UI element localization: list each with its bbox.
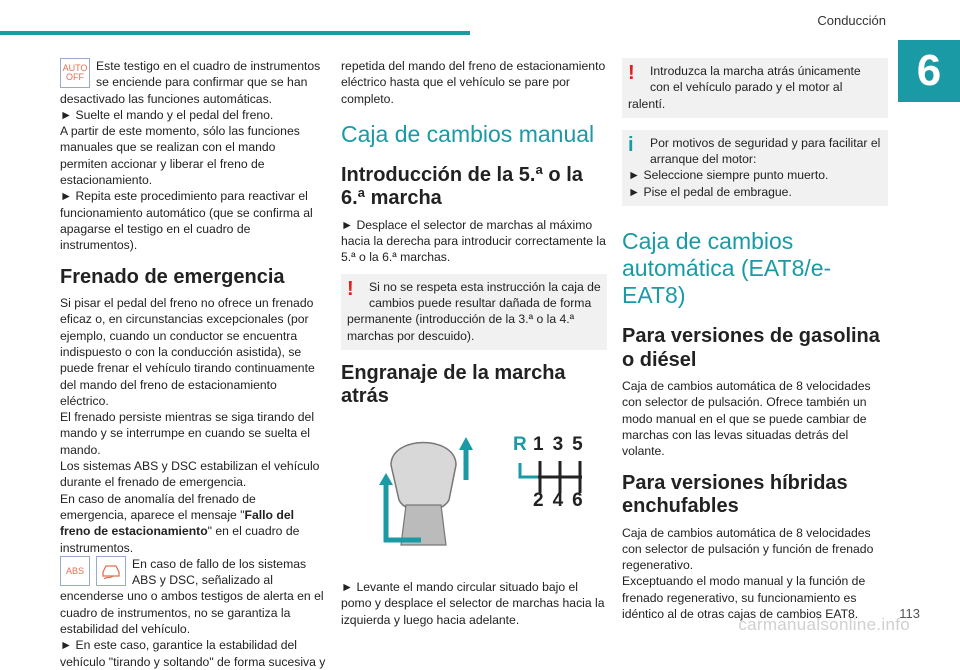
info-callout: i Por motivos de seguridad y para facilitar el arranque del motor: ► Seleccione siempre punto muerto. ► Pise el pedal de embrague.	[622, 130, 888, 206]
dsc-warning-icon	[96, 556, 126, 586]
instruction: ► Levante el mando circular situado bajo el pomo y desplace el selector de marchas hacia la izquierda y luego hacia adelante.	[341, 579, 605, 627]
gear-pattern-bottom: 246	[533, 489, 592, 511]
heading-5th-6th-gear: Introducción de la 5.ª o la 6.ª marcha	[341, 163, 583, 210]
paragraph: En caso de fallo de los sistemas ABS y DSC, señalizado al encenderse uno o ambos testigos de alerta en el cuadro de instrumentos, no se garantiza la estabilidad del vehículo.	[60, 556, 324, 636]
paragraph: Exceptuando el modo manual y la función de frenado regenerativo, su funcionamiento es idéntico al de otras cajas de cambios EAT8.	[622, 574, 866, 622]
warning-callout: ! Si no se respeta esta instrucción la caja de cambios puede resultar dañada de forma permanente (introducción de la 3.ª o la 4.ª marchas por descuido).	[341, 274, 607, 350]
heading-reverse-gear: Engranaje de la marcha atrás	[341, 361, 566, 408]
info-icon: i	[628, 133, 634, 156]
header-bar	[0, 31, 470, 35]
heading-automatic-gearbox: Caja de cambios automática (EAT8/e-EAT8)	[622, 228, 832, 309]
instruction: ► Desplace el selector de marchas al máximo hacia la derecha para introducir correctamente la 5.ª o la 6.ª marchas.	[341, 217, 606, 265]
gear-knob-icon	[361, 425, 491, 565]
paragraph: Los sistemas ABS y DSC estabilizan el vehículo durante el frenado de emergencia.	[60, 459, 320, 490]
paragraph: A partir de este momento, sólo las funciones manuales que se realizan con el mando permiten accionar y liberar el freno de estacionamiento.	[60, 124, 300, 188]
watermark: carmanualsonline.info	[738, 615, 910, 634]
paragraph: El frenado persiste mientras se siga tirando del mando y se interrumpe en cuando se suelta el mando.	[60, 410, 315, 457]
paragraph: Caja de cambios automática de 8 velocidades con selector de pulsación. Ofrece también un modo manual en el que se puede cambiar de marchas con las levas situadas detrás del volante.	[622, 379, 871, 459]
paragraph: repetida del mando del freno de estacionamiento eléctrico hasta que el vehículo se pare por completo.	[341, 59, 606, 106]
column-2	[341, 58, 607, 628]
heading-plug-in-hybrid: Para versiones híbridas enchufables	[622, 471, 848, 518]
instruction: ► Repita este procedimiento para reactivar el funcionamiento automático (que se confirma al apagarse el testigo en el cuadro de instrumentos).	[60, 189, 313, 253]
exclamation-icon: !	[628, 62, 635, 84]
auto-off-warning-icon: AUTO OFF	[60, 58, 90, 88]
heading-emergency-braking: Frenado de emergencia	[60, 265, 285, 288]
heading-manual-gearbox: Caja de cambios manual	[341, 120, 595, 147]
paragraph: Si pisar el pedal del freno no ofrece un frenado eficaz o, en circunstancias excepcionales (por ejemplo, cuando un conductor se encuentra indispuesto o con la conducción asistida), se puede frenar el vehículo tirando continuamente del mando del freno de estacionamiento eléctrico.	[60, 296, 315, 408]
section-title: Conducción	[817, 13, 886, 28]
gear-pattern-top: 135	[533, 433, 592, 455]
gear-lever-illustration	[341, 425, 607, 565]
instruction: ► Suelte el mando y el pedal del freno.	[60, 107, 274, 122]
page-number: 113	[899, 606, 920, 621]
instruction: ► En este caso, garantice la estabilidad del vehículo "tirando y soltando" de forma sucesiva y	[60, 638, 326, 669]
chapter-number: 6	[898, 40, 960, 102]
paragraph: Caja de cambios automática de 8 velocidades con selector de pulsación y función de frenado regenerativo.	[622, 525, 874, 573]
column-1	[60, 58, 326, 670]
column-3	[622, 58, 888, 622]
heading-petrol-diesel: Para versiones de gasolina o diésel	[622, 325, 880, 371]
paragraph: En caso de anomalía del frenado de emergencia, aparece el mensaje "Fallo del freno de estacionamiento" en el cuadro de instrumentos.	[60, 491, 300, 555]
exclamation-icon: !	[347, 277, 354, 300]
message-text: Fallo del freno de estacionamiento	[60, 507, 294, 539]
abs-warning-icon: ABS	[60, 556, 90, 586]
warning-callout: ! Introduzca la marcha atrás únicamente con el vehículo parado y el motor al ralentí.	[622, 58, 888, 118]
reverse-label: R	[513, 433, 527, 455]
paragraph: Este testigo en el cuadro de instrumentos se enciende para confirmar que se han desactivado las funciones automáticas.	[60, 59, 321, 106]
